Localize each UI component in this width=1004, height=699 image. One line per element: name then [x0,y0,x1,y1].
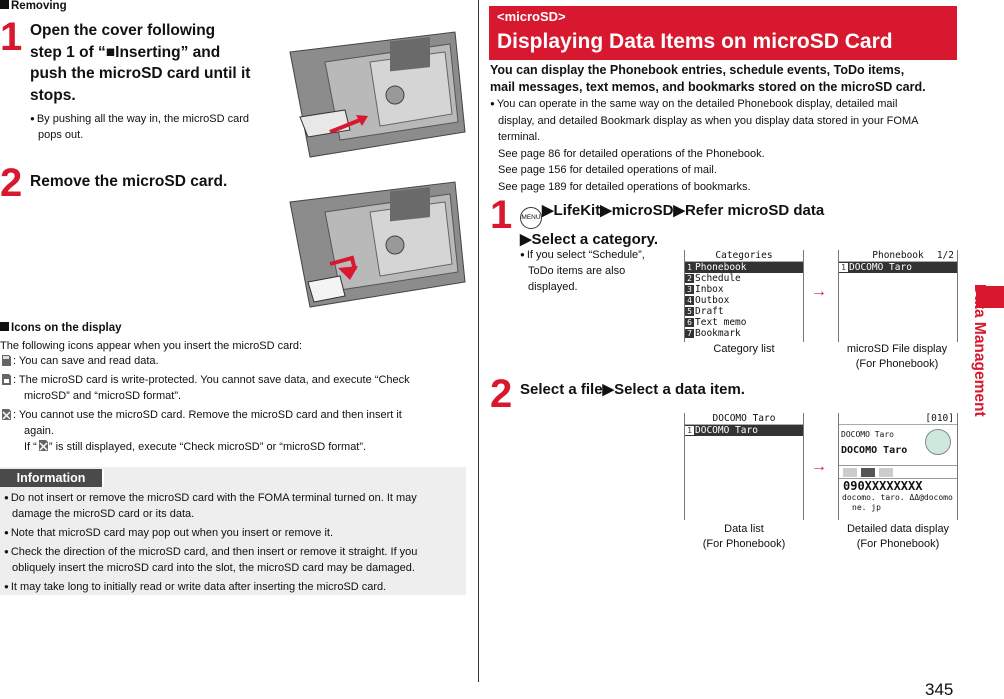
info-item: ● It may take long to initially read or write data after inserting the microSD card. [4,579,464,595]
screen-title: Categories [685,250,803,262]
detail-email: docomo. taro. ΔΔ@docomo ne. jp [842,493,953,512]
tab-icon [861,468,875,477]
screen-category-list [684,250,804,342]
info-item: ● Note that microSD card may pop out when you insert or remove it. [4,525,464,541]
information-list [4,490,464,595]
step-1-number: 1 [0,15,23,59]
icon-list [0,353,470,455]
screen-row-selected: 1 DOCOMO Taro [839,262,957,273]
screen-data-list [684,413,804,520]
screen-microsd-file [838,250,958,342]
page-number: 345 [925,680,954,699]
removing-heading: Removing [0,0,67,12]
menu-key-icon: MENU [520,207,542,229]
screen-row: 6 Text memo [685,317,803,328]
microsd-locked-icon [0,373,12,386]
caption-detailed-data: Detailed data display (For Phonebook) [846,523,950,550]
caption-data-list: Data list (For Phonebook) [702,523,786,550]
information-label: Information [0,469,104,487]
step-2-text: Remove the microSD card. [30,173,228,190]
screen-row: 5 Draft [685,306,803,317]
flow-arrow: → [811,458,827,475]
detail-tabs [839,465,957,479]
detail-header: [010] [839,413,957,425]
banner-title: Displaying Data Items on microSD Card [497,30,893,53]
detail-phone: 090XXXXXXXX [843,479,923,493]
phone-illustration-remove-card [270,172,470,312]
screen-row: 2 Schedule [685,273,803,284]
screen-row-selected: 1 Phonebook [685,262,803,273]
icons-heading: Icons on the display [0,322,122,334]
right-step-1-number: 1 [490,193,513,237]
right-step-2-number: 2 [490,372,513,416]
side-tab-label: Data Management [971,284,988,417]
screen-row: 3 Inbox [685,284,803,295]
screen-row: 4 Outbox [685,295,803,306]
info-item: ● Check the direction of the microSD card, and then insert or remove it straight. If you obliquely insert the microSD card into the slot, the microSD card may be damaged. [4,544,464,576]
icons-intro: The following icons appear when you insert the microSD card: [0,340,303,352]
right-step-1-note: ● If you select “Schedule”, ToDo items are also displayed. [520,247,645,295]
caption-category-list: Category list [713,343,775,355]
flow-arrow: → [811,283,827,300]
icon-row-error: : You cannot use the microSD card. Remove the microSD card and then insert it again. If “ ” is still displayed, execute “Check microSD” or “microSD format”. [0,407,470,455]
right-step-2-text: Select a file▶Select a data item. [520,381,745,398]
screen-title: Phonebook 1/2 [839,250,957,262]
section-banner [489,6,957,60]
icon-row-ok: : You can save and read data. [0,353,470,369]
microsd-ok-icon [0,354,12,367]
right-step-1-text: MENU▶LifeKit▶microSD▶Refer microSD data ▶Select a category. [520,202,825,248]
info-item: ● Do not insert or remove the microSD card with the FOMA terminal turned on. It may damage the microSD card or its data. [4,490,464,522]
step-2-number: 2 [0,161,23,205]
screen-detailed-data [838,413,958,520]
screen-title: DOCOMO Taro [685,413,803,425]
screen-row-selected: 1 DOCOMO Taro [685,425,803,436]
microsd-error-inline-icon [37,439,49,452]
column-divider [478,0,479,682]
step-1-text: Open the cover following step 1 of “■Inserting” and push the microSD card until it stops. [30,22,251,104]
screen-row: 7 Bookmark [685,328,803,339]
microsd-error-icon [0,408,12,421]
section-note: ● You can operate in the same way on the detailed Phonebook display, detailed mail display, and detailed Bookmark display as when you display data stored in your FOMA terminal. See page 86 for detailed operations of the Phonebook. See page 156 for detailed operations of mail. See page 189 for detailed operations of bookmarks. [490,96,960,195]
section-lead: You can display the Phonebook entries, schedule events, ToDo items, mail messages, text memos, and bookmarks stored on the microSD card. [490,63,926,94]
banner-subtitle: <microSD> [497,9,566,24]
caption-microsd-file: microSD File display (For Phonebook) [846,343,948,370]
avatar [925,429,951,455]
step-1-note: ● By pushing all the way in, the microSD card pops out. [30,111,280,143]
tab-icon [879,468,893,477]
icon-row-protected: : The microSD card is write-protected. You cannot save data, and execute “Check microSD” and “microSD format”. [0,372,470,404]
tab-icon [843,468,857,477]
phone-illustration-open-cover [270,22,470,162]
detail-name-block: DOCOMO Taro DOCOMO Taro [839,425,957,465]
